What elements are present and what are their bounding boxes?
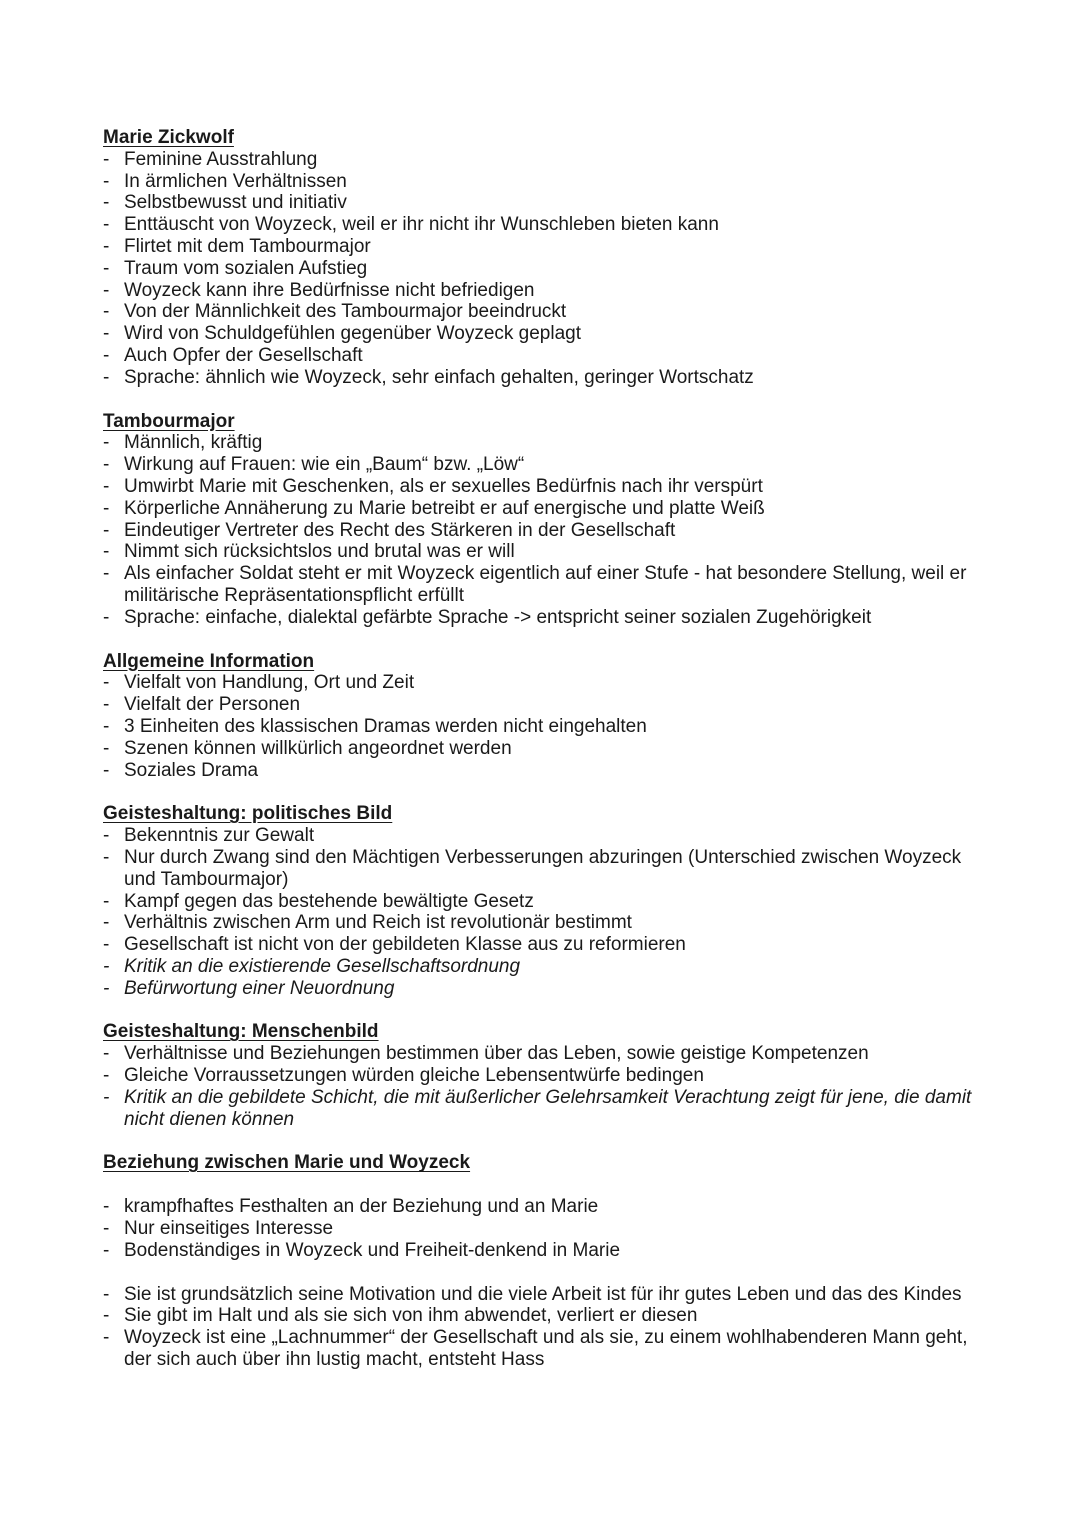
list-item: - Vielfalt der Personen	[103, 694, 983, 716]
list-item: - Nimmt sich rücksichtslos und brutal was er will	[103, 541, 983, 563]
list-item: - Sprache: ähnlich wie Woyzeck, sehr einfach gehalten, geringer Wortschatz	[103, 367, 983, 389]
section	[103, 127, 983, 389]
section-heading: Tambourmajor	[103, 410, 235, 432]
list-item: - Sie gibt im Halt und als sie sich von ihm abwendet, verliert er diesen	[103, 1305, 983, 1327]
list-item: - krampfhaftes Festhalten an der Beziehung und an Marie	[103, 1196, 983, 1218]
list-item: - Wird von Schuldgefühlen gegenüber Woyzeck geplagt	[103, 323, 983, 345]
list-item: - Auch Opfer der Gesellschaft	[103, 345, 983, 367]
bullet-list	[103, 1196, 983, 1261]
section	[103, 651, 983, 782]
list-item: - Gesellschaft ist nicht von der gebildeten Klasse aus zu reformieren	[103, 934, 983, 956]
list-item: - Bodenständiges in Woyzeck und Freiheit-denkend in Marie	[103, 1240, 983, 1262]
list-item: - Befürwortung einer Neuordnung	[103, 978, 983, 1000]
list-item: - Umwirbt Marie mit Geschenken, als er sexuelles Bedürfnis nach ihr verspürt	[103, 476, 983, 498]
list-item: - 3 Einheiten des klassischen Dramas werden nicht eingehalten	[103, 716, 983, 738]
list-item: - Gleiche Vorraussetzungen würden gleiche Lebensentwürfe bedingen	[103, 1065, 983, 1087]
list-item: - Woyzeck kann ihre Bedürfnisse nicht befriedigen	[103, 280, 983, 302]
section	[103, 411, 983, 629]
list-item: - Feminine Ausstrahlung	[103, 149, 983, 171]
list-item: - Verhältnisse und Beziehungen bestimmen über das Leben, sowie geistige Kompetenzen	[103, 1043, 983, 1065]
spacer	[103, 1262, 983, 1284]
list-item: - Verhältnis zwischen Arm und Reich ist revolutionär bestimmt	[103, 912, 983, 934]
list-item: - Flirtet mit dem Tambourmajor	[103, 236, 983, 258]
list-item: - Wirkung auf Frauen: wie ein „Baum“ bzw. „Löw“	[103, 454, 983, 476]
list-item: - Szenen können willkürlich angeordnet werden	[103, 738, 983, 760]
list-item: - In ärmlichen Verhältnissen	[103, 171, 983, 193]
list-item: - Soziales Drama	[103, 760, 983, 782]
bullet-list	[103, 1043, 983, 1130]
list-item: - Von der Männlichkeit des Tambourmajor beeindruckt	[103, 301, 983, 323]
section	[103, 803, 983, 999]
document-page	[103, 127, 983, 1393]
bullet-list	[103, 432, 983, 628]
spacer	[103, 1174, 983, 1196]
list-item: - Sprache: einfache, dialektal gefärbte Sprache -> entspricht seiner sozialen Zugehörigkeit	[103, 607, 983, 629]
list-item: - Sie ist grundsätzlich seine Motivation und die viele Arbeit ist für ihr gutes Leben und das des Kindes	[103, 1284, 983, 1306]
bullet-list	[103, 672, 983, 781]
list-item: - Kritik an die existierende Gesellschaftsordnung	[103, 956, 983, 978]
list-item: - Als einfacher Soldat steht er mit Woyzeck eigentlich auf einer Stufe - hat besondere Stellung, weil er militärische Repräsentationspflicht erfüllt	[103, 563, 983, 607]
section-heading: Geisteshaltung: politisches Bild	[103, 803, 393, 825]
list-item: - Männlich, kräftig	[103, 432, 983, 454]
list-item: - Kampf gegen das bestehende bewältigte Gesetz	[103, 891, 983, 913]
section-heading: Beziehung zwischen Marie und Woyzeck	[103, 1152, 471, 1174]
list-item: - Bekenntnis zur Gewalt	[103, 825, 983, 847]
section-heading: Geisteshaltung: Menschenbild	[103, 1021, 379, 1043]
list-item: - Vielfalt von Handlung, Ort und Zeit	[103, 672, 983, 694]
bullet-list	[103, 825, 983, 999]
section-heading: Marie Zickwolf	[103, 127, 234, 148]
list-item: - Nur einseitiges Interesse	[103, 1218, 983, 1240]
list-item: - Enttäuscht von Woyzeck, weil er ihr nicht ihr Wunschleben bieten kann	[103, 214, 983, 236]
section	[103, 1152, 983, 1370]
list-item: - Traum vom sozialen Aufstieg	[103, 258, 983, 280]
list-item: - Selbstbewusst und initiativ	[103, 192, 983, 214]
section-heading: Allgemeine Information	[103, 650, 315, 672]
list-item: - Eindeutiger Vertreter des Recht des Stärkeren in der Gesellschaft	[103, 520, 983, 542]
list-item: - Nur durch Zwang sind den Mächtigen Verbesserungen abzuringen (Unterschied zwischen Woyzeck und Tambourmajor)	[103, 847, 983, 891]
list-item: - Körperliche Annäherung zu Marie betreibt er auf energische und platte Weiß	[103, 498, 983, 520]
section	[103, 1021, 983, 1130]
bullet-list	[103, 149, 983, 389]
bullet-list	[103, 1284, 983, 1371]
list-item: - Kritik an die gebildete Schicht, die mit äußerlicher Gelehrsamkeit Verachtung zeigt für jene, die damit nicht dienen können	[103, 1087, 983, 1131]
list-item: - Woyzeck ist eine „Lachnummer“ der Gesellschaft und als sie, zu einem wohlhabenderen Mann geht, der sich auch über ihn lustig macht, entsteht Hass	[103, 1327, 983, 1371]
